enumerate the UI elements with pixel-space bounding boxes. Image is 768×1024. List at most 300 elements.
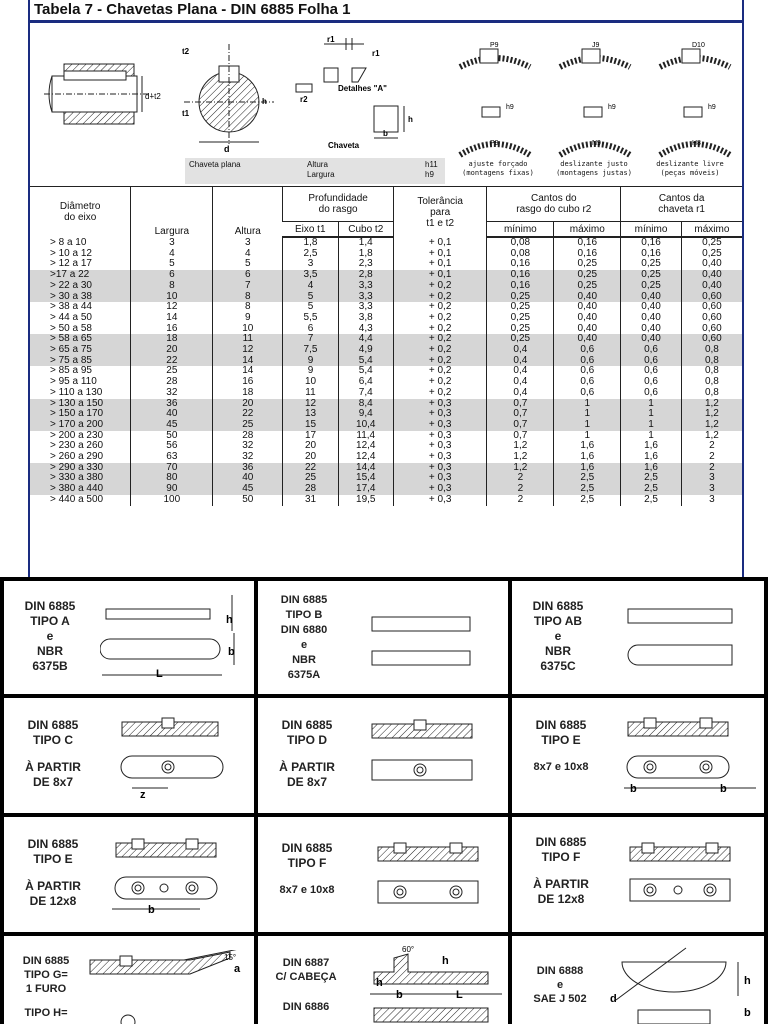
type-cell-ab [512,581,764,694]
table-row [30,259,742,270]
cell-eixo-t1: 5,5 [283,313,338,324]
cell-diametro: > 330 a 380 [30,473,131,484]
cell-tolerancia: + 0,1 [393,259,487,270]
header-profundidade: Profundidade [308,193,368,204]
col-cantos-chaveta [621,187,742,222]
cell-diametro: > 200 a 230 [50,429,104,441]
cell-r2-min: 2 [487,484,554,495]
cell-cubo-t2: 2,3 [338,259,393,270]
cell-altura: 28 [213,431,283,442]
cell-r2-min: 0,4 [487,388,554,399]
cell-largura: 25 [131,366,213,377]
cell-eixo-t1: 28 [283,484,338,495]
type-cell-f2 [512,817,764,932]
table-row [30,484,742,495]
cell-r1-min: 1 [621,409,682,420]
cell-r2-max: 1 [554,399,621,410]
table-row [30,249,742,260]
cell-r2-min: 0,4 [487,356,554,367]
cell-tolerancia: + 0,3 [393,484,487,495]
cell-diametro: > 10 a 12 [50,247,92,259]
cell-r1-max: 2 [681,441,742,452]
r2-label: r2 [300,95,308,104]
fit-label-h8: H8 [692,140,701,147]
cell-tolerancia: + 0,2 [393,313,487,324]
type-a-h: h [226,614,233,626]
cell-r1-min: 0,40 [621,334,682,345]
cell-eixo-t1: 6 [283,324,338,335]
cell-r1-max: 0,8 [681,345,742,356]
cell-altura: 8 [213,302,283,313]
cell-largura: 36 [131,399,213,410]
cell-largura: 28 [131,377,213,388]
cell-largura: 5 [131,259,213,270]
cell-r2-max: 0,6 [554,345,621,356]
cell-r2-max: 0,6 [554,356,621,367]
type-6887-h: h [442,955,449,967]
type-e1-spacer [518,748,604,760]
tolerance-legend [185,158,445,184]
cell-r2-min: 0,7 [487,420,554,431]
header-cantos-chaveta-2: chaveta r1 [658,204,705,215]
cell-largura: 22 [131,356,213,367]
cell-diametro: > 44 a 50 [50,311,92,323]
cell-tolerancia: + 0,3 [393,399,487,410]
d-t2-label: d+t2 [145,92,161,101]
type-c-line4: DE 8x7 [32,775,74,789]
type-c-line3: À PARTIR [25,760,81,774]
type-f1-drawing [364,837,504,917]
cell-r2-max: 0,40 [554,324,621,335]
cell-r1-min: 0,25 [621,270,682,281]
cell-r2-min: 0,25 [487,292,554,303]
cell-r2-max: 1 [554,420,621,431]
cell-r2-min: 0,16 [487,270,554,281]
cell-r2-max: 0,40 [554,302,621,313]
cell-altura: 22 [213,409,283,420]
cell-eixo-t1: 5 [283,292,338,303]
cell-cubo-t2: 1,4 [338,237,393,249]
cell-eixo-t1: 5 [283,302,338,313]
cell-diametro: > 130 a 150 [30,399,131,410]
type-e2-b: b [148,904,155,916]
type-cell-d [258,698,508,813]
type-f1-spacer [264,871,350,883]
cell-largura: 20 [131,345,213,356]
fit-caption-3-line1: deslizante livre [656,160,724,168]
fit-caption-1-line2: (montagens fixas) [462,169,534,177]
type-g-drawing [84,950,250,1024]
type-a-l: L [156,668,163,680]
type-6887-h2: h [376,977,383,989]
cell-r2-max: 1,6 [554,452,621,463]
cell-r1-max: 0,60 [681,334,742,345]
cell-eixo-t1: 22 [283,463,338,474]
table-row [30,377,742,388]
cell-cubo-t2: 19,5 [338,495,393,506]
type-ab-line2: TIPO AB [533,614,583,628]
cell-r1-max: 0,8 [681,366,742,377]
cell-r2-min: 0,08 [487,237,554,249]
cell-eixo-t1: 20 [283,441,338,452]
cell-r1-min: 0,6 [621,356,682,367]
cell-cubo-t2: 9,4 [338,409,393,420]
cell-largura: 80 [131,473,213,484]
table-row [30,399,742,410]
shaft-keyway-drawing [34,24,444,162]
cell-r2-min: 0,08 [487,249,554,260]
cell-r1-max: 2 [681,463,742,474]
type-f2-line1: DIN 6885 [535,835,587,849]
cell-r2-max: 0,6 [554,388,621,399]
fit-label-j9: J9 [592,42,600,49]
cell-cubo-t2: 4,4 [338,334,393,345]
type-b-line6: 6375A [287,669,321,681]
type-d-line4: DE 8x7 [286,775,328,789]
col-profundidade [283,187,394,222]
cell-tolerancia: + 0,2 [393,366,487,377]
cell-tolerancia: + 0,3 [393,441,487,452]
type-e1-label [518,718,604,775]
table-row [30,431,742,442]
cell-diametro: > 380 a 440 [30,484,131,495]
cell-eixo-t1: 4 [283,281,338,292]
type-e2-label [10,837,96,909]
fit-caption-1 [450,160,546,178]
cell-largura: 100 [131,495,213,506]
cell-largura: 8 [131,281,213,292]
cell-r2-max: 1 [554,409,621,420]
cell-r2-min: 0,25 [487,324,554,335]
cell-eixo-t1: 3,5 [283,270,338,281]
cell-diametro: > 290 a 330 [30,463,131,474]
cell-r2-max: 2,5 [554,484,621,495]
legend-largura: Largura [307,170,335,179]
fit-caption-2 [546,160,642,178]
d-label: d [224,144,230,154]
type-cell-c [4,698,254,813]
type-e2-line4: DE 12x8 [29,894,77,908]
col-r1-max: máximo [681,222,742,238]
type-c-spacer [10,748,96,760]
key-dimensions-table [30,186,742,506]
type-g-line4: TIPO H= [24,1007,68,1019]
table-row [30,356,742,367]
cell-largura: 4 [131,249,213,260]
cell-cubo-t2: 15,4 [338,473,393,484]
cell-r2-max: 2,5 [554,473,621,484]
legend-h9: h9 [425,170,434,179]
cell-altura: 18 [213,388,283,399]
type-f2-line2: TIPO F [541,850,581,864]
cell-altura: 6 [213,270,283,281]
table-row [30,463,742,474]
t2-label: t2 [182,47,190,56]
type-cell-b [258,581,508,694]
type-f1-line2: TIPO F [287,856,327,870]
type-6887-line1: DIN 6887 [282,957,330,969]
cell-diametro: > 65 a 75 [30,345,131,356]
cell-eixo-t1: 1,8 [283,237,338,249]
cell-r2-max: 0,25 [554,281,621,292]
type-e1-line2: TIPO E [541,733,581,747]
cell-r2-max: 0,6 [554,377,621,388]
type-e2-line3: À PARTIR [25,879,81,893]
type-6887-label [264,956,348,1014]
col-altura: Altura [213,187,283,238]
cell-eixo-t1: 3 [283,259,338,270]
cell-tolerancia: + 0,3 [393,420,487,431]
type-b-line1: DIN 6885 [280,594,328,606]
cell-eixo-t1: 25 [283,473,338,484]
cell-r1-min: 0,25 [621,281,682,292]
cell-cubo-t2: 8,4 [338,399,393,410]
type-e1-line3: 8x7 e 10x8 [533,761,589,773]
cell-cubo-t2: 3,3 [338,281,393,292]
type-e2-drawing [110,833,250,929]
cell-r2-max: 0,40 [554,334,621,345]
cell-cubo-t2: 11,4 [338,431,393,442]
type-g-line3: 1 FURO [25,983,67,995]
cell-tolerancia: + 0,3 [393,431,487,442]
legend-chaveta-plana: Chaveta plana [189,160,241,169]
header-t1-t2: t1 e t2 [426,217,455,229]
table-row [30,473,742,484]
type-b-line2: TIPO B [285,609,323,621]
cell-tolerancia: + 0,3 [393,452,487,463]
cell-r1-min: 2,5 [621,484,682,495]
col-largura: Largura [131,187,213,238]
type-f2-line3: À PARTIR [533,877,589,891]
type-d-line3: À PARTIR [279,760,335,774]
type-ab-drawing [620,601,760,681]
title-rule [30,20,742,23]
cell-largura: 32 [131,388,213,399]
type-6887-drawing [356,942,506,1024]
cell-r1-max: 1,2 [681,431,742,442]
type-f1-line1: DIN 6885 [281,841,333,855]
cell-eixo-t1: 20 [283,452,338,463]
cell-diametro: > 75 a 85 [30,356,131,367]
cell-cubo-t2: 1,8 [338,249,393,260]
cell-altura: 11 [213,334,283,345]
type-f2-spacer [518,865,604,877]
type-e2-line1: DIN 6885 [27,837,79,851]
cell-r1-max: 0,8 [681,388,742,399]
fit-captions [450,158,738,184]
fit-label-d10: D10 [692,42,705,49]
fit-label-h9a: h9 [506,104,514,111]
cell-r2-max: 0,16 [554,249,621,260]
type-cell-g [4,936,254,1024]
type-cell-a [4,581,254,694]
cell-largura: 10 [131,292,213,303]
type-b-drawing [358,601,498,681]
table-row [30,345,742,356]
cell-r2-min: 0,7 [487,399,554,410]
cell-r2-min: 0,7 [487,409,554,420]
cell-cubo-t2: 7,4 [338,388,393,399]
fit-caption-2-line1: deslizante justo [560,160,628,168]
type-f1-line3: 8x7 e 10x8 [279,884,335,896]
cell-tolerancia: + 0,2 [393,324,487,335]
type-a-line1: DIN 6885 [24,599,76,613]
col-r2-min: mínimo [487,222,554,238]
cell-eixo-t1: 9 [283,366,338,377]
type-d-drawing [364,716,504,796]
page-title: Tabela 7 - Chavetas Plana - DIN 6885 Folha 1 [34,1,351,18]
cell-tolerancia: + 0,3 [393,463,487,474]
fit-label-p9b: P9 [490,140,499,147]
cell-altura: 14 [213,356,283,367]
table-row [30,281,742,292]
cell-r1-max: 0,8 [681,377,742,388]
fit-caption-1-line1: ajuste forçado [468,160,528,168]
cell-tolerancia: + 0,3 [393,495,487,506]
cell-diametro: >17 a 22 [30,270,131,281]
cell-r1-max: 0,60 [681,313,742,324]
cell-tolerancia: + 0,2 [393,281,487,292]
cell-r1-max: 2 [681,452,742,463]
cell-tolerancia: + 0,2 [393,302,487,313]
legend-altura: Altura [307,160,328,169]
cell-diametro: > 85 a 95 [50,365,92,377]
cell-eixo-t1: 11 [283,388,338,399]
cell-eixo-t1: 2,5 [283,249,338,260]
type-c-z: z [140,789,146,801]
cell-r2-min: 0,7 [487,431,554,442]
cell-largura: 63 [131,452,213,463]
table-row [30,324,742,335]
cell-cubo-t2: 14,4 [338,463,393,474]
cell-r1-max: 1,2 [681,420,742,431]
type-d-line2: TIPO D [286,733,327,747]
cell-tolerancia: + 0,2 [393,345,487,356]
cell-tolerancia: + 0,1 [393,249,487,260]
cell-altura: 4 [213,249,283,260]
type-6888-h: h [744,975,751,987]
type-6888-drawing [608,940,762,1024]
cell-r2-min: 0,4 [487,345,554,356]
type-6888-d: d [610,993,617,1005]
type-c-line2: TIPO C [32,733,73,747]
cell-largura: 3 [131,237,213,249]
type-6887-line2: C/ CABEÇA [275,971,337,983]
cell-altura: 5 [213,259,283,270]
cell-largura: 90 [131,484,213,495]
cell-r1-max: 3 [681,495,742,506]
type-g-a: a [234,963,241,975]
type-g-line1: DIN 6885 [22,955,70,967]
cell-tolerancia: + 0,3 [393,473,487,484]
type-ab-label [518,599,598,674]
cell-cubo-t2: 12,4 [338,452,393,463]
col-eixo-t1: Eixo t1 [283,222,338,238]
cell-r2-max: 0,25 [554,259,621,270]
cell-diametro: > 170 a 200 [30,420,131,431]
type-a-line3: e [46,629,54,643]
cell-altura: 7 [213,281,283,292]
cell-r1-max: 3 [681,484,742,495]
table-row [30,313,742,324]
cell-r2-min: 2 [487,473,554,484]
cell-r2-max: 1 [554,431,621,442]
cell-altura: 20 [213,399,283,410]
header-cantos-rasgo-2: rasgo do cubo r2 [516,204,592,215]
cell-r2-max: 1,6 [554,441,621,452]
cell-r2-max: 1,6 [554,463,621,474]
cell-largura: 56 [131,441,213,452]
type-6887-line3: DIN 6886 [282,1001,330,1013]
cell-altura: 16 [213,377,283,388]
type-6888-line2: e [556,979,564,991]
cell-largura: 40 [131,409,213,420]
cell-r1-max: 0,40 [681,259,742,270]
cell-r1-min: 2,5 [621,495,682,506]
cell-r1-max: 3 [681,473,742,484]
cell-tolerancia: + 0,2 [393,334,487,345]
type-6887-angle: 60° [402,945,415,954]
cell-r1-min: 1 [621,399,682,410]
type-c-label [10,718,96,790]
header-para: para [430,206,451,218]
cell-r1-min: 0,25 [621,259,682,270]
cell-cubo-t2: 5,4 [338,356,393,367]
cell-r1-max: 1,2 [681,409,742,420]
cell-eixo-t1: 15 [283,420,338,431]
type-b-line4: e [300,639,308,651]
cell-diametro: > 58 a 65 [30,334,131,345]
type-e2-spacer [10,867,96,879]
detalhes-label: Detalhes "A" [338,84,387,93]
type-f2-label [518,835,604,907]
cell-eixo-t1: 12 [283,399,338,410]
col-r2-max: máximo [554,222,621,238]
cell-r1-min: 0,16 [621,237,682,249]
cell-tolerancia: + 0,2 [393,356,487,367]
cell-r1-max: 0,25 [681,237,742,249]
col-tolerancia [393,187,487,238]
cell-eixo-t1: 7,5 [283,345,338,356]
r1-label: r1 [327,35,335,44]
cell-largura: 50 [131,431,213,442]
cell-r1-max: 0,25 [681,249,742,260]
cell-altura: 10 [213,324,283,335]
type-a-line2: TIPO A [30,614,70,628]
chaveta-label: Chaveta [328,141,360,150]
cell-r2-max: 0,6 [554,366,621,377]
cell-r1-min: 1,6 [621,441,682,452]
cell-altura: 14 [213,366,283,377]
cell-tolerancia: + 0,2 [393,388,487,399]
h-label-2: h [408,115,413,124]
type-b-label [264,593,344,683]
cell-altura: 45 [213,484,283,495]
header-cantos-chaveta: Cantos da [658,193,705,204]
type-cell-e1 [512,698,764,813]
cell-altura: 50 [213,495,283,506]
cell-r2-min: 0,25 [487,302,554,313]
type-a-drawing [100,591,250,687]
type-e1-b2: b [720,783,727,795]
cell-altura: 9 [213,313,283,324]
table-row [30,388,742,399]
type-g-spacer [8,996,84,1006]
cell-r1-min: 0,40 [621,324,682,335]
cell-altura: 25 [213,420,283,431]
t1-label: t1 [182,109,190,118]
cell-eixo-t1: 10 [283,377,338,388]
